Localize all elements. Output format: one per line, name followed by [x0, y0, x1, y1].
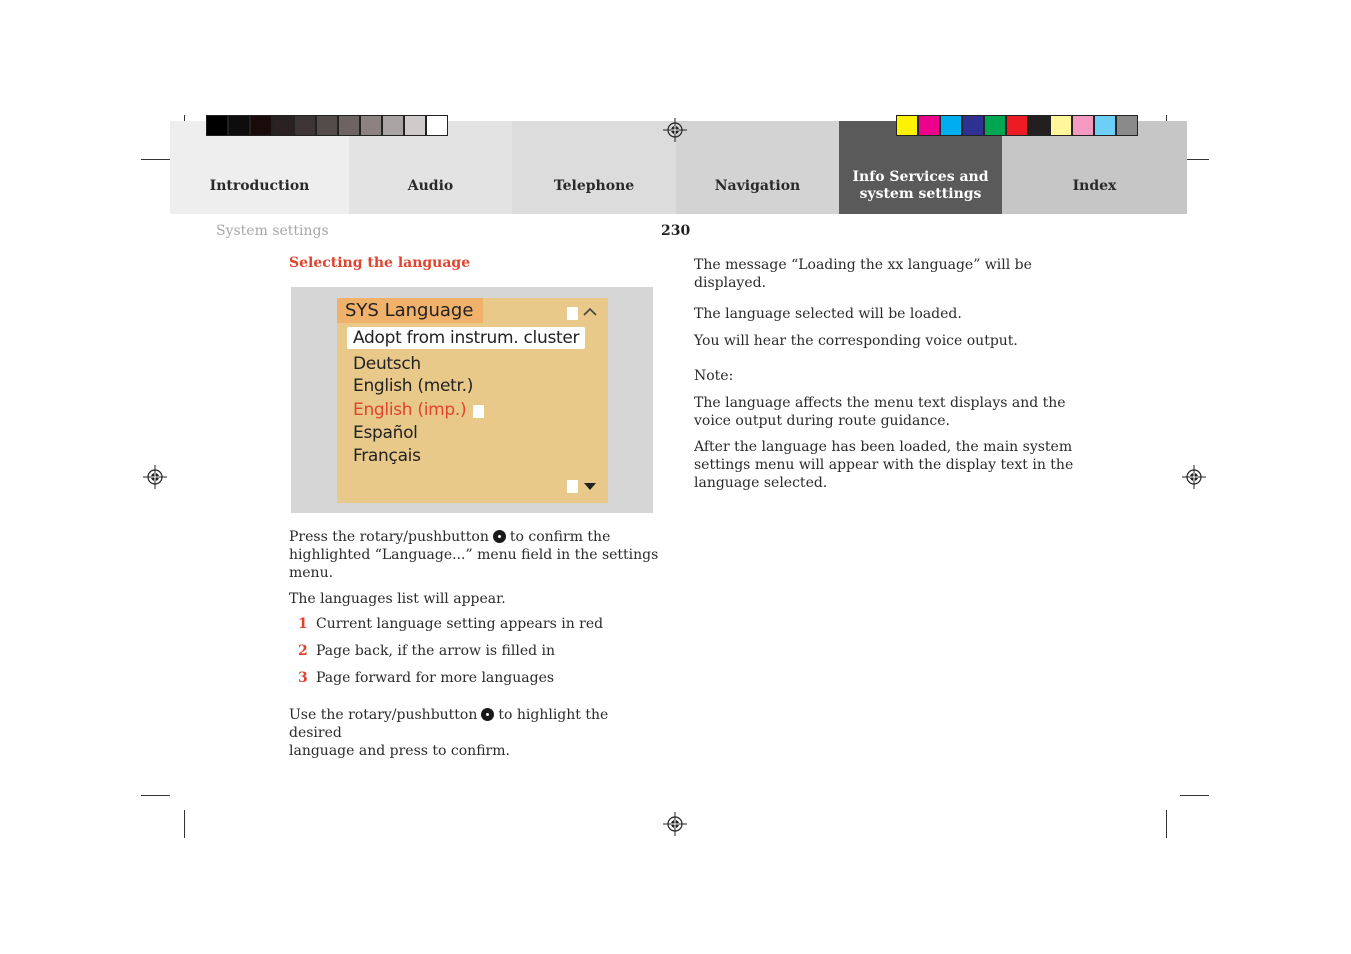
crop-mark: [1180, 795, 1209, 796]
page-up-arrow-icon: [583, 307, 597, 317]
color-swatch: [294, 115, 316, 136]
instruction-paragraph: [289, 706, 659, 760]
text: settings menu will appear with the display text in the: [694, 457, 1074, 473]
color-swatch: [918, 115, 940, 136]
color-swatch: [272, 115, 294, 136]
color-swatch: [1094, 115, 1116, 136]
color-swatch: [940, 115, 962, 136]
text: displayed.: [694, 275, 767, 291]
color-swatch: [250, 115, 272, 136]
color-swatch: [382, 115, 404, 136]
paragraph: You will hear the corresponding voice output.: [694, 333, 1018, 349]
text: voice output during route guidance.: [694, 413, 950, 429]
crop-mark: [184, 810, 185, 838]
paragraph: [694, 256, 1032, 292]
tab-navigation[interactable]: [676, 121, 839, 214]
text: Press the rotary/pushbutton: [289, 529, 489, 545]
text: Use the rotary/pushbutton: [289, 707, 478, 723]
tab-label: Navigation: [714, 178, 801, 194]
color-swatch: [338, 115, 360, 136]
rotary-pushbutton-icon: [493, 530, 506, 543]
crop-mark: [141, 795, 170, 796]
color-swatch: [1116, 115, 1138, 136]
page-number: 230: [661, 223, 691, 239]
text: menu.: [289, 565, 334, 581]
color-swatch: [316, 115, 338, 136]
display-screenshot: [291, 287, 653, 513]
page-down-arrow-icon: [583, 482, 597, 491]
menu-item: English (metr.): [353, 376, 474, 396]
registration-mark-icon: [1182, 465, 1206, 489]
section-title: System settings: [216, 223, 329, 239]
list-number: 1: [298, 616, 308, 632]
color-swatch: [896, 115, 918, 136]
callout-marker: [567, 307, 578, 320]
color-swatch: [360, 115, 382, 136]
text: The message “Loading the xx language” will be: [694, 257, 1032, 273]
list-number: 3: [298, 670, 308, 686]
grayscale-strip: [206, 115, 448, 136]
color-swatch: [426, 115, 448, 136]
list-item: Current language setting appears in red: [316, 616, 604, 632]
menu-item: Deutsch: [353, 354, 421, 374]
registration-mark-icon: [143, 465, 167, 489]
registration-mark-icon: [663, 812, 687, 836]
crop-mark: [1166, 810, 1167, 838]
page-heading: Selecting the language: [289, 255, 471, 271]
display-title: SYS Language: [337, 298, 483, 323]
tab-telephone[interactable]: [512, 121, 676, 214]
paragraph: [694, 394, 1066, 430]
tab-label-line: Info Services and: [852, 169, 989, 185]
tab-label-line: system settings: [859, 186, 982, 202]
paragraph: The languages list will appear.: [289, 591, 506, 607]
tab-label: Audio: [407, 178, 454, 194]
list-item: Page forward for more languages: [316, 670, 555, 686]
color-swatch: [404, 115, 426, 136]
menu-item: Français: [353, 446, 421, 466]
paragraph: The language selected will be loaded.: [694, 306, 962, 322]
paragraph: [694, 438, 1073, 492]
language-menu-display: [337, 298, 608, 503]
tab-label: Introduction: [209, 178, 310, 194]
rotary-pushbutton-icon: [481, 708, 494, 721]
color-swatch: [962, 115, 984, 136]
menu-item-highlighted: Adopt from instrum. cluster: [347, 327, 585, 349]
text: The language affects the menu text displays and the: [694, 395, 1066, 411]
tab-label: [852, 169, 988, 203]
color-swatch: [1050, 115, 1072, 136]
tab-label: Telephone: [553, 178, 635, 194]
menu-item: Español: [353, 423, 418, 443]
text: to confirm the: [509, 529, 611, 545]
color-calibration-strip: [896, 115, 1138, 136]
menu-item-current: English (imp.): [353, 400, 467, 420]
text: highlighted “Language...” menu field in the settings: [289, 547, 659, 563]
list-number: 2: [298, 643, 308, 659]
callout-marker: [567, 480, 578, 493]
text: After the language has been loaded, the main system: [694, 439, 1073, 455]
instruction-paragraph: [289, 528, 659, 582]
text: to highlight the desired: [289, 707, 609, 741]
color-swatch: [984, 115, 1006, 136]
color-swatch: [228, 115, 250, 136]
tab-label: Index: [1072, 178, 1117, 194]
color-swatch: [1006, 115, 1028, 136]
note-label: Note:: [694, 368, 734, 384]
registration-mark-icon: [663, 118, 687, 142]
color-swatch: [206, 115, 228, 136]
text: language and press to confirm.: [289, 743, 510, 759]
crop-mark: [141, 159, 170, 160]
callout-marker: [473, 405, 484, 418]
color-swatch: [1072, 115, 1094, 136]
text: language selected.: [694, 475, 828, 491]
list-item: Page back, if the arrow is filled in: [316, 643, 556, 659]
color-swatch: [1028, 115, 1050, 136]
